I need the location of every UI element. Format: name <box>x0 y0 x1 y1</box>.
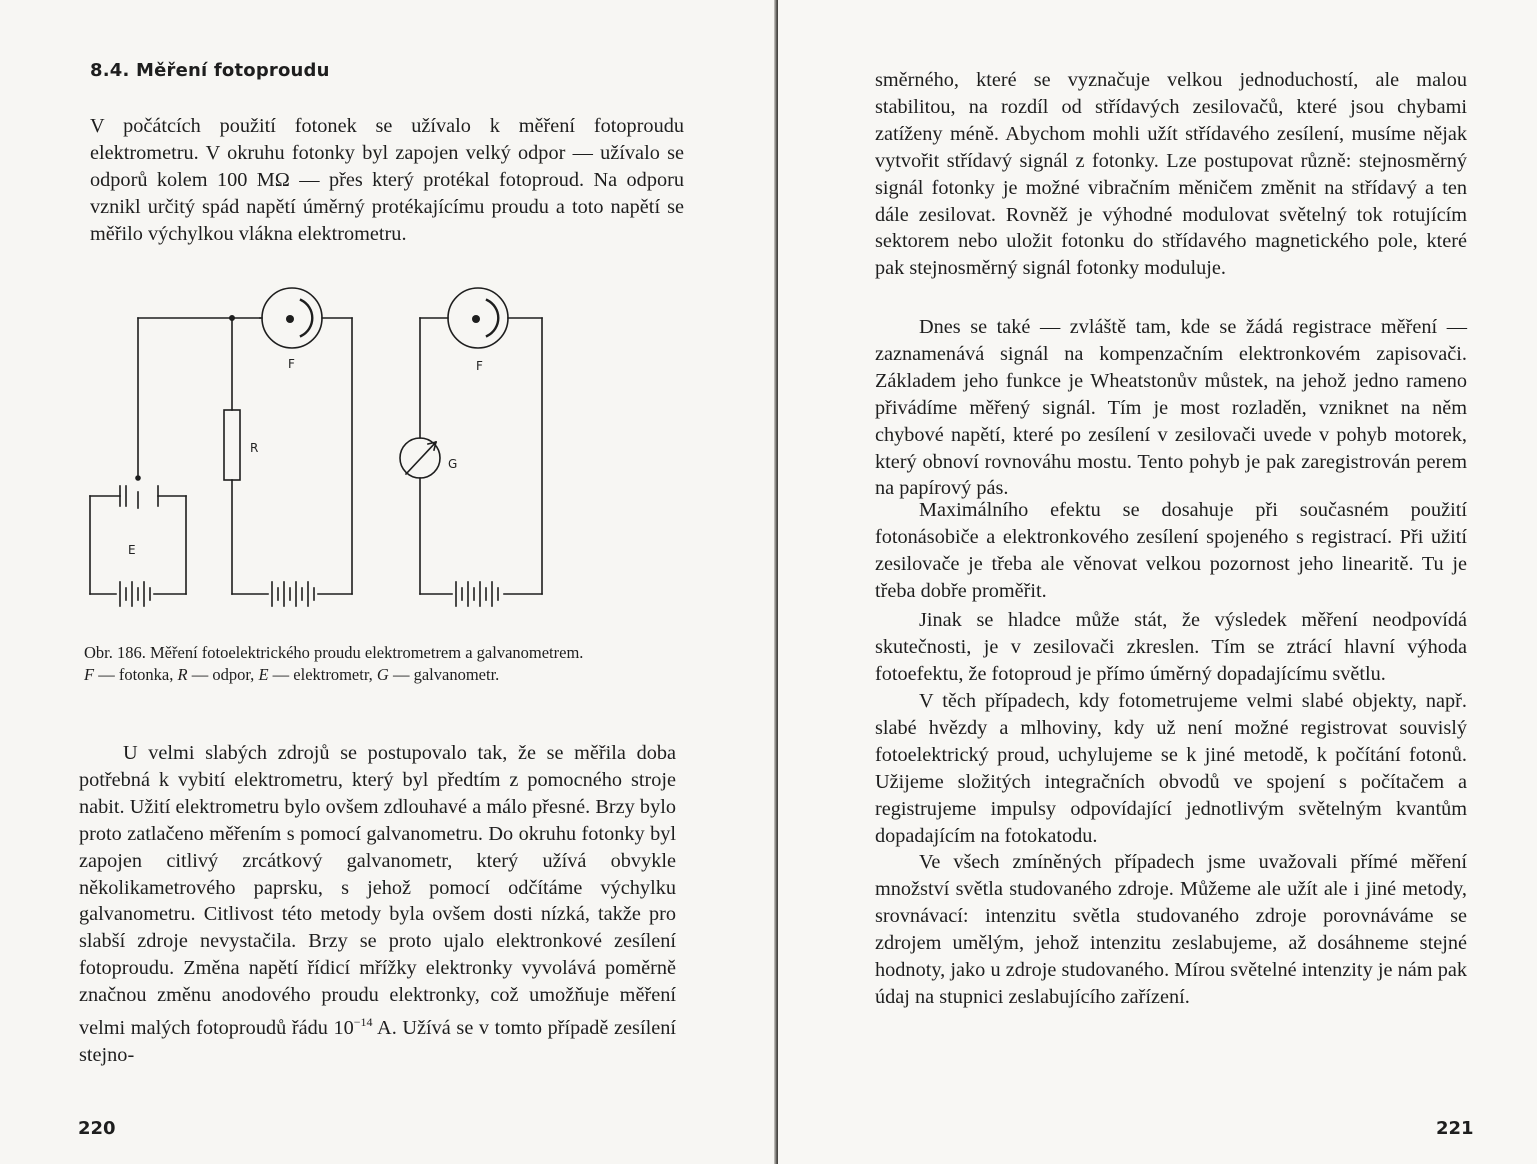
intro-paragraph: V počátcích použití fotonek se užívalo k měření fotoproudu elektrometru. V okruhu fotonky byl zapojen velký odpor — užívalo se odporů kolem 100 MΩ — přes který protékal fotoproud. Na odporu vznikl určitý spád napětí úměrný protékajícímu proudu a toto napětí se měřilo výchylkou vlákna elektrometru. <box>90 115 684 245</box>
body-paragraph: U velmi slabých zdrojů se postupovalo tak, že se měřila doba potřebná k vybití elektrometru, který byl předtím z pomocného stroje nabit. Užití elektrometru bylo ovšem zdlouhavé a málo přesné. Brzy bylo proto zatlačeno měřením s pomocí galvanometru. Do okruhu fotonky byl zapojen citlivý zrcátkový galvanometr, který užívá obvykle několikametrového paprsku, s jehož pomocí odčítáme výchylku galvanometru. Citlivost této metody byla ovšem dosti nízká, takže pro slabší zdroje nevystačila. Brzy se proto ujalo elektronkové zesílení fotoproudu. Změna napětí řídicí mřížky elektronky vyvolává poměrně značnou změnu anodového proudu elektronky, což umožňuje měření velmi malých fotoproudů řádu $10^{-14}$ A. Užívá se v tomto případě zesílení stejno- <box>79 742 676 1066</box>
page-number-left: 220 <box>78 1118 116 1139</box>
label-photocell-1: F <box>288 357 295 371</box>
caption-line-2: F — fotonka, R — odpor, E — elektrometr, G — galvanometr. <box>84 665 500 684</box>
body-paragraph: V těch případech, kdy fotometrujeme velmi slabé objekty, např. slabé hvězdy a mlhoviny, kdy už není možné registrovat souvislý fotoelektrický proud, uchylujeme se k jiné metodě, k počítání fotonů. Užijeme složitých integračních obvodů ve spojení s počítačem a registrujeme impulsy odpovídající jednotlivým světelným kvantům dopadajícím na fotokatodu. <box>875 690 1467 847</box>
label-galvanometer: G <box>448 457 458 471</box>
photocell-1 <box>260 288 352 348</box>
label-photocell-2: F <box>476 359 483 373</box>
body-paragraph: Dnes se také — zvláště tam, kde se žádá registrace měření — zaznamenává signál na kompenzačním elektronkovém zapisovači. Základem jeho funkce je Wheatstonův můstek, na jehož jedno rameno přivádíme měřený signál. Tím je most rozladěn, vzniknet na něm chybové napětí, které po zesílení v zesilovači uvede v pohyb motorek, který obnoví rovnováhu mostu. Tento pohyb je pak zaregistrován perem na papírový pás. <box>875 316 1467 500</box>
galvanometer <box>400 438 440 478</box>
caption-line-1: Obr. 186. Měření fotoelektrického proudu elektrometrem a galvanometrem. <box>84 643 584 662</box>
circuit-diagram <box>80 270 600 630</box>
section-heading: 8.4. Měření fotoproudu <box>90 60 330 81</box>
photocell-2 <box>420 288 542 348</box>
circuit-figure <box>80 270 600 630</box>
battery-2 <box>232 582 352 606</box>
page-number-right: 221 <box>1436 1118 1474 1139</box>
battery-1 <box>90 582 186 606</box>
figure-caption <box>84 642 704 686</box>
body-paragraph: Ve všech zmíněných případech jsme uvažovali přímé měření množství světla studovaného zdroje. Můžeme ale užít ale i jiné metody, srovnávací: intenzitu světla studovaného zdroje porovnáváme se zdrojem umělým, jehož intenzitu zeslabujeme, až dosáhneme stejné hodnoty, jako u zdroje studovaného. Mírou světelné intenzity je nám pak údaj na stupnici zeslabujícího zařízení. <box>875 851 1467 1008</box>
resistor-branch <box>224 316 240 594</box>
electrometer-branch <box>90 318 260 594</box>
battery-3 <box>420 582 542 606</box>
body-paragraph: Jinak se hladce může stát, že výsledek měření neodpovídá skutečnosti, je v zesilovači zkreslen. Tím se ztrácí hlavní výhoda fotoefektu, že fotoproud je přímo úměrný dopadajícímu světlu. <box>875 609 1467 685</box>
body-paragraph: Maximálního efektu se dosahuje při současném použití fotonásobiče a elektronkového zesílení spojeného s registrací. Při užití zesilovače je třeba ale věnovat velkou pozornost jeho linearitě. Tu je třeba dobře proměřit. <box>875 499 1467 602</box>
body-paragraph: směrného, které se vyznačuje velkou jednoduchostí, ale malou stabilitou, na rozdíl od střídavých zesilovačů, které jsou chybami zatíženy méně. Abychom mohli užít střídavého zesílení, musíme nějak vytvořit střídavý signál z fotonky. Lze postupovat různě: stejnosměrný signál fotonky je možné vibračním měničem změnit na střídavý a ten dále zesilovat. Rovněž je výhodné modulovat světelný tok rotujícím sektorem nebo uložit fotonku do střídavého magnetického pole, které pak stejnosměrný signál fotonky moduluje. <box>875 69 1467 280</box>
label-resistor: R <box>250 441 259 455</box>
label-electrometer: E <box>128 543 136 557</box>
right-page <box>778 0 1537 1164</box>
